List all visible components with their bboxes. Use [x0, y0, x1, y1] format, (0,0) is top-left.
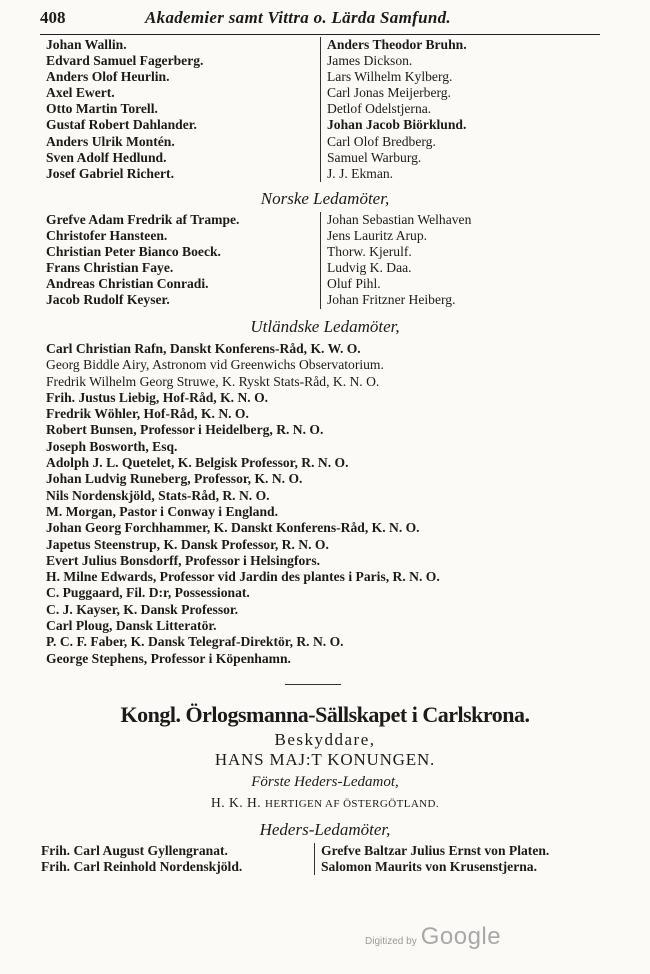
member-name: Johan Sebastian Welhaven	[327, 212, 472, 227]
page-number: 408	[40, 8, 66, 27]
list-item: Nils Nordenskjöld, Stats-Råd, R. N. O.	[46, 487, 270, 503]
member-name: Salomon Maurits von Krusenstjerna.	[321, 859, 537, 875]
utlandske-list	[46, 341, 606, 667]
hertigen-text: HERTIGEN AF ÖSTERGÖTLAND.	[264, 798, 440, 810]
member-name: Oluf Pihl.	[327, 276, 381, 292]
list-item: Evert Julius Bonsdorff, Professor i Helsingfors.	[46, 552, 321, 568]
list-item: C. Puggaard, Fil. D:r, Possessionat.	[46, 585, 250, 601]
member-name: Detlof Odelstjerna.	[327, 101, 432, 117]
member-name: Grefve Adam Fredrik af Trampe.	[46, 212, 240, 227]
list-item: Japetus Steenstrup, K. Dansk Professor, R. N. O.	[46, 536, 329, 552]
member-name: Johan Jacob Biörklund.	[327, 117, 467, 133]
member-name: Jens Lauritz Arup.	[327, 228, 428, 244]
list-item: H. Milne Edwards, Professor vid Jardin des plantes i Paris, R. N. O.	[46, 569, 440, 585]
members-left-column	[46, 37, 316, 182]
heders-columns	[41, 843, 606, 883]
member-name: Jacob Rudolf Keyser.	[46, 292, 170, 308]
norske-left-column	[46, 212, 316, 309]
member-name: Sven Adolf Hedlund.	[46, 149, 167, 165]
list-item: Adolph J. L. Quetelet, K. Belgisk Professor, R. N. O.	[46, 455, 349, 471]
patron-name: HANS MAJ:T KONUNGEN.	[214, 750, 436, 769]
norske-right-column	[320, 212, 613, 309]
member-name: Christofer Hansteen.	[46, 228, 168, 244]
member-name: Otto Martin Torell.	[46, 101, 158, 117]
list-item: Joseph Bosworth, Esq.	[46, 438, 178, 454]
member-name: Anders Olof Heurlin.	[46, 69, 170, 85]
digitized-watermark	[365, 923, 501, 951]
member-name: Johan Fritzner Heiberg.	[327, 292, 456, 308]
member-name: Anders Theodor Bruhn.	[327, 37, 467, 52]
member-name: Thorw. Kjerulf.	[327, 244, 412, 260]
member-name: Grefve Baltzar Julius Ernst von Platen.	[321, 843, 550, 858]
list-item: Carl Christian Rafn, Danskt Konferens-Råd, K. W. O.	[46, 341, 361, 356]
member-name: J. J. Ekman.	[327, 165, 394, 181]
member-name: Frans Christian Faye.	[46, 260, 174, 276]
member-name: Lars Wilhelm Kylberg.	[327, 69, 453, 85]
watermark-prefix: Digitized by	[365, 936, 417, 947]
member-name: James Dickson.	[327, 53, 413, 69]
member-name: Carl Jonas Meijerberg.	[327, 85, 451, 101]
member-name: Josef Gabriel Richert.	[46, 165, 174, 181]
heders-left-column	[41, 843, 311, 875]
beskyddare-heading: Beskyddare,	[274, 730, 376, 749]
running-header	[40, 8, 605, 32]
header-rule	[40, 34, 600, 35]
list-item: Carl Ploug, Dansk Litteratör.	[46, 618, 217, 634]
forste-heading: Förste Heders-Ledamot,	[251, 774, 399, 790]
first-honorary-member	[0, 795, 650, 811]
list-item: M. Morgan, Pastor i Conway i England.	[46, 503, 278, 519]
section-divider	[285, 684, 341, 685]
list-item: Johan Georg Forchhammer, K. Danskt Konferens-Råd, K. N. O.	[46, 520, 420, 536]
list-item: Fredrik Wilhelm Georg Struwe, K. Ryskt Stats-Råd, K. N. O.	[46, 373, 380, 389]
member-name: Axel Ewert.	[46, 85, 115, 101]
list-item: Frih. Justus Liebig, Hof-Råd, K. N. O.	[46, 389, 269, 405]
list-item: Georg Biddle Airy, Astronom vid Greenwichs Observatorium.	[46, 357, 384, 373]
hkh-text: H. K. H.	[210, 795, 262, 810]
list-item: Robert Bunsen, Professor i Heidelberg, R. N. O.	[46, 422, 324, 438]
norske-columns	[46, 212, 606, 312]
list-item: Fredrik Wöhler, Hof-Råd, K. N. O.	[46, 406, 249, 422]
member-name: Anders Ulrik Montén.	[46, 133, 175, 149]
member-name: Samuel Warburg.	[327, 149, 422, 165]
member-name: Ludvig K. Daa.	[327, 260, 412, 276]
member-name: Johan Wallin.	[46, 37, 127, 52]
heders-right-column	[314, 843, 607, 875]
running-title: Akademier samt Vittra o. Lärda Samfund.	[145, 8, 451, 27]
list-item: Johan Ludvig Runeberg, Professor, K. N. O.	[46, 471, 303, 487]
member-name: Andreas Christian Conradi.	[46, 276, 209, 292]
member-name: Edvard Samuel Fagerberg.	[46, 53, 204, 69]
list-item: C. J. Kayser, K. Dansk Professor.	[46, 601, 239, 617]
section-heading-norske: Norske Ledamöter,	[260, 189, 390, 208]
member-name: Frih. Carl August Gyllengranat.	[41, 843, 228, 858]
list-item: P. C. F. Faber, K. Dansk Telegraf-Direktör, R. N. O.	[46, 634, 344, 650]
member-name: Carl Olof Bredberg.	[327, 133, 436, 149]
member-name: Christian Peter Bianco Boeck.	[46, 244, 221, 260]
google-logo: Google	[420, 923, 502, 950]
member-name: Gustaf Robert Dahlander.	[46, 117, 197, 133]
members-columns	[46, 37, 606, 187]
list-item: George Stephens, Professor i Köpenhamn.	[46, 650, 291, 666]
members-right-column	[320, 37, 613, 182]
member-name: Frih. Carl Reinhold Nordenskjöld.	[41, 859, 243, 875]
society-title: Kongl. Örlogsmanna-Sällskapet i Carlskrona.	[120, 702, 530, 727]
heders-heading: Heders-Ledamöter,	[259, 820, 391, 839]
section-heading-utlandske: Utländske Ledamöter,	[250, 317, 400, 336]
